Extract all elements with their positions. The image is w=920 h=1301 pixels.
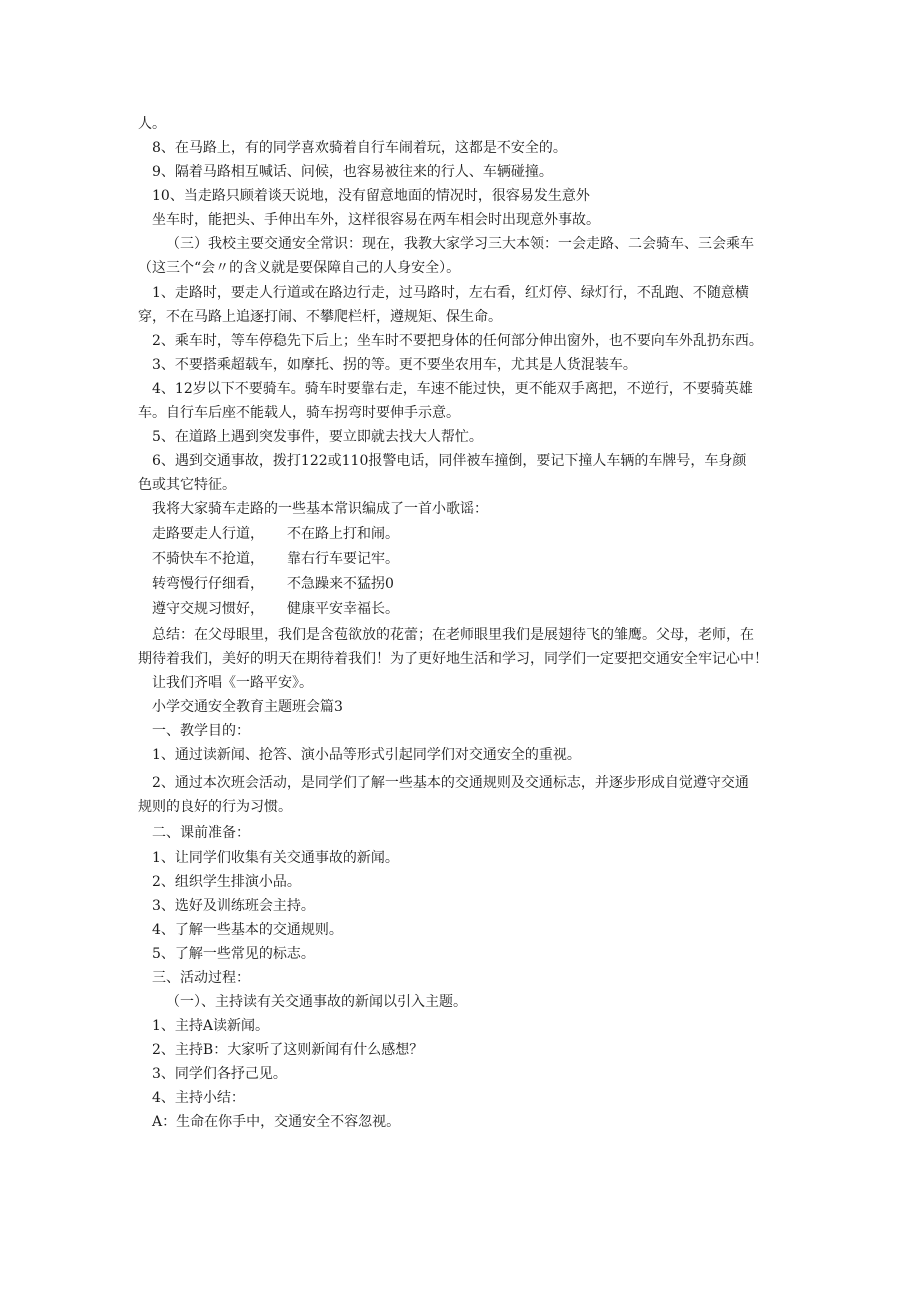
text-line: 期待着我们，美好的明天在期待着我们！为了更好地生活和学习，同学们一定要把交通安全牢记心中！ [138,651,768,667]
rhyme-left: 转弯慢行仔细看， [152,576,264,592]
text-line: 10、当走路只顾着谈天说地，没有留意地面的情况时，很容易发生意外 [152,188,590,204]
section-heading: 三、活动过程： [152,970,250,986]
text-line: 我将大家骑车走路的一些基本常识编成了一首小歌谣： [152,501,488,517]
rhyme-left: 不骑快车不抢道， [152,551,264,567]
text-line: 色或其它特征。 [138,477,236,493]
text-line: 总结：在父母眼里，我们是含苞欲放的花蕾；在老师眼里我们是展翅待飞的雏鹰。父母，老师，在 [152,627,754,643]
text-line: 让我们齐唱《一路平安》。 [152,675,313,691]
text-line: 坐车时，能把头、手伸出车外，这样很容易在两车相会时出现意外事故。 [152,212,600,228]
text-line: 1、让同学们收集有关交通事故的新闻。 [152,850,399,866]
text-line: 穿，不在马路上追逐打闹、不攀爬栏杆，遵规矩、保生命。 [138,309,502,325]
text-line: 车。自行车后座不能载人，骑车拐弯时要伸手示意。 [138,405,460,421]
text-line: 4、了解一些基本的交通规则。 [152,922,343,938]
text-line: 5、在道路上遇到突发事件，要立即就去找大人帮忙。 [152,429,483,445]
text-line: 1、走路时，要走人行道或在路边行走，过马路时，左右看，红灯停、绿灯行，不乱跑、不随意横 [152,285,749,301]
rhyme-left: 遵守交规习惯好， [152,601,264,617]
rhyme-right: 靠右行车要记牢。 [287,551,399,567]
text-line: 8、在马路上，有的同学喜欢骑着自行车闹着玩，这都是不安全的。 [152,140,567,156]
section-heading: （三）我校主要交通安全常识：现在，我教大家学习三大本领：一会走路、二会骑车、三会乘车 [166,236,754,252]
text-line: 2、乘车时，等车停稳先下后上；坐车时不要把身体的任何部分伸出窗外，也不要向车外乱扔东西。 [152,333,763,349]
section-heading: 二、课前准备： [152,825,250,841]
text-line: 3、同学们各抒己见。 [152,1066,287,1082]
rhyme-right: 不在路上打和闹。 [287,526,399,542]
text-line: 3、不要搭乘超载车，如摩托、拐的等。更不要坐农用车，尤其是人货混装车。 [152,357,637,373]
text-line: 4、12岁以下不要骑车。骑车时要靠右走，车速不能过快，更不能双手离把，不逆行，不要骑英雄 [152,381,753,397]
rhyme-right: 不急躁来不猛拐0 [287,576,394,592]
text-line: 人。 [138,116,166,132]
text-line: 2、主持B：大家听了这则新闻有什么感想？ [152,1042,424,1058]
text-line: 6、遇到交通事故，拨打122或110报警电话，同伴被车撞倒，要记下撞人车辆的车牌号，车身颜 [152,453,747,469]
text-line: 4、主持小结： [152,1090,245,1106]
text-line: 2、通过本次班会活动，是同学们了解一些基本的交通规则及交通标志，并逐步形成自觉遵守交通 [152,775,749,791]
text-line: 规则的良好的行为习惯。 [138,799,292,815]
text-line: 3、选好及训练班会主持。 [152,898,315,914]
section-heading: 一、教学目的： [152,723,250,739]
rhyme-right: 健康平安幸福长。 [287,601,399,617]
text-line: （这三个“会〃的含义就是要保障自己的人身安全）。 [138,260,461,276]
rhyme-left: 走路要走人行道， [152,526,264,542]
text-line: 2、组织学生排演小品。 [152,874,301,890]
text-line: 1、通过读新闻、抢答、演小品等形式引起同学们对交通安全的重视。 [152,747,581,763]
text-line: A：生命在你手中，交通安全不容忽视。 [152,1114,401,1130]
section-title: 小学交通安全教育主题班会篇3 [152,699,343,715]
text-line: 5、了解一些常见的标志。 [152,946,315,962]
text-line: 9、隔着马路相互喊话、问候，也容易被往来的行人、车辆碰撞。 [152,164,553,180]
text-line: 1、主持A读新闻。 [152,1018,270,1034]
section-heading: （一）、主持读有关交通事故的新闻以引入主题。 [166,994,467,1010]
